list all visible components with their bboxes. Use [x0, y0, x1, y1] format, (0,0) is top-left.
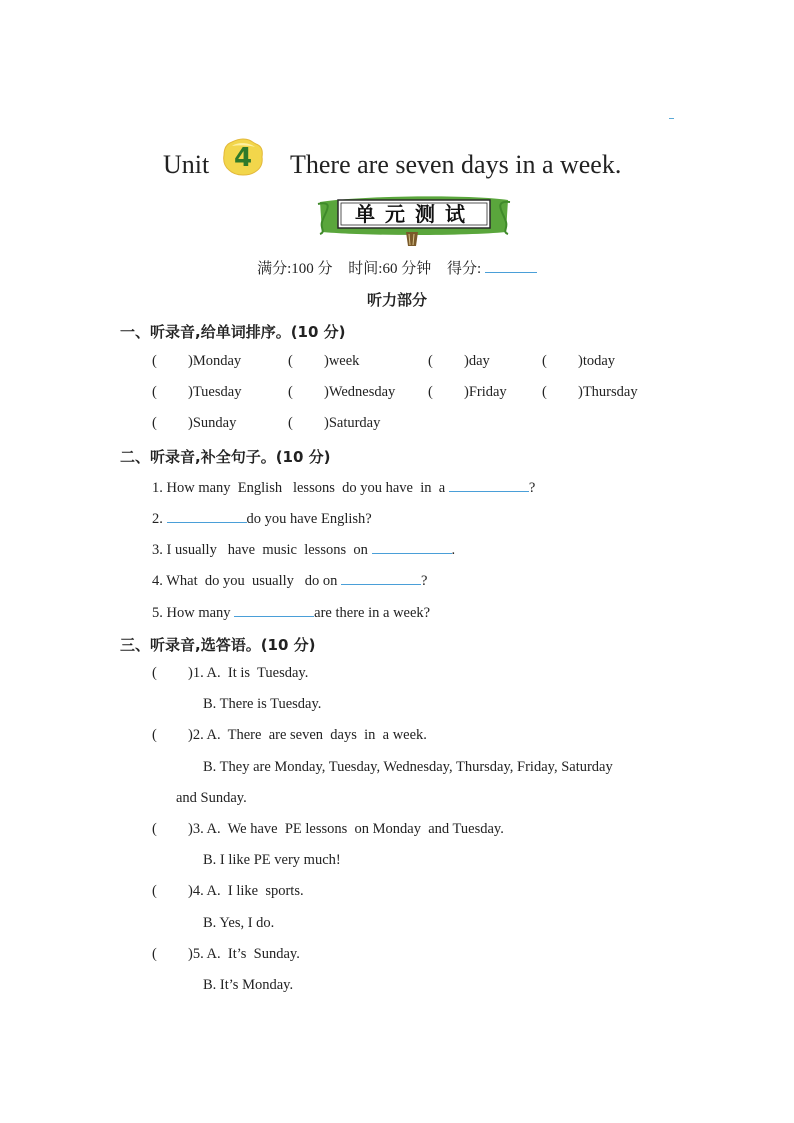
- unit-word: Unit: [163, 150, 210, 179]
- score-label: 得分:: [446, 261, 482, 277]
- unit-title: There are seven days in a week.: [290, 150, 622, 179]
- fill-sentence: 1. How many English lessons do you have in a ?: [152, 480, 536, 496]
- order-item[interactable]: ( )day: [428, 353, 490, 369]
- choice-question[interactable]: ( )3. A. We have PE lessons on Monday and Tuesday.: [152, 821, 504, 837]
- section1-row-2: [0, 384, 794, 404]
- corner-mark: [669, 118, 674, 119]
- section2-title: 二、听录音,补全句子。(10 分): [120, 448, 331, 466]
- score-blank[interactable]: [485, 258, 537, 273]
- unit-number: 4: [233, 143, 253, 173]
- order-item[interactable]: ( )Monday: [152, 353, 242, 369]
- choice-option-b: B. Yes, I do.: [203, 915, 275, 931]
- order-item[interactable]: ( )Friday: [428, 384, 507, 400]
- score-field: [447, 261, 537, 277]
- choice-option-b: B. There is Tuesday.: [203, 696, 322, 712]
- answer-blank[interactable]: [167, 509, 247, 523]
- answer-blank[interactable]: [341, 571, 421, 585]
- choice-question[interactable]: ( )2. A. There are seven days in a week.: [152, 727, 427, 743]
- choice-question[interactable]: ( )1. A. It is Tuesday.: [152, 665, 309, 681]
- section1-title: 一、听录音,给单词排序。(10 分): [120, 323, 346, 341]
- fill-sentence: 3. I usually have music lessons on .: [152, 542, 456, 558]
- choice-option-b: B. They are Monday, Tuesday, Wednesday, Thursday, Friday, Saturday: [203, 759, 613, 775]
- order-item[interactable]: ( )Saturday: [288, 415, 381, 431]
- fill-sentence: 5. How many are there in a week?: [152, 605, 431, 621]
- choice-question[interactable]: ( )4. A. I like sports.: [152, 883, 304, 899]
- unit-title-row: [0, 136, 794, 186]
- unit-test-label: 单元测试: [355, 202, 475, 226]
- section1-row-1: [0, 353, 794, 373]
- order-item[interactable]: ( )Wednesday: [288, 384, 396, 400]
- answer-blank[interactable]: [449, 478, 529, 492]
- answer-blank[interactable]: [372, 540, 452, 554]
- fill-sentence: 4. What do you usually do on ?: [152, 573, 428, 589]
- order-item[interactable]: ( )week: [288, 353, 360, 369]
- section1-row-3: [0, 415, 794, 435]
- choice-question[interactable]: ( )5. A. It’s Sunday.: [152, 946, 300, 962]
- choice-option-b-continued: and Sunday.: [176, 790, 247, 806]
- time-limit: 时间:60 分钟: [348, 261, 432, 277]
- order-item[interactable]: ( )Tuesday: [152, 384, 242, 400]
- listening-part-heading: 听力部分: [366, 291, 427, 309]
- unit-number-badge-icon: [222, 138, 264, 176]
- order-item[interactable]: ( )today: [542, 353, 616, 369]
- choice-option-b: B. I like PE very much!: [203, 852, 341, 868]
- choice-option-b: B. It’s Monday.: [203, 977, 294, 993]
- section3-title: 三、听录音,选答语。(10 分): [120, 636, 316, 654]
- answer-blank[interactable]: [234, 603, 314, 617]
- order-item[interactable]: ( )Sunday: [152, 415, 237, 431]
- exam-meta: [0, 257, 794, 278]
- fill-sentence: 2. do you have English?: [152, 511, 372, 527]
- order-item[interactable]: ( )Thursday: [542, 384, 638, 400]
- full-score: 满分:100 分: [257, 261, 333, 277]
